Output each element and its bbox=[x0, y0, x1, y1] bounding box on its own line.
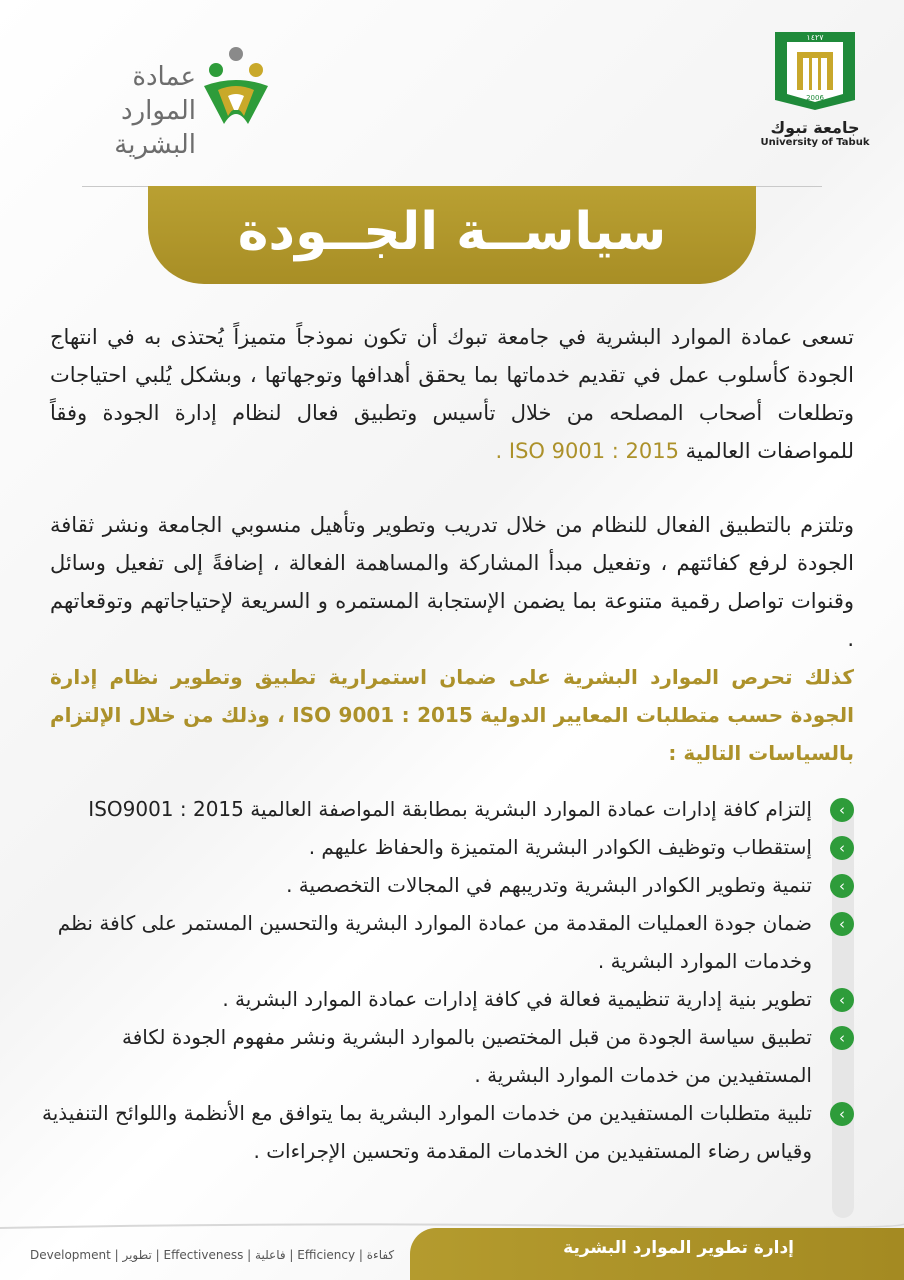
list-item-text: إلتزام كافة إدارات عمادة الموارد البشرية بمطابقة المواصفة العالمية ISO9001 : 2015 bbox=[88, 797, 812, 821]
university-name-en: University of Tabuk bbox=[760, 137, 870, 148]
iso-standard: ISO 9001 : 2015 . bbox=[495, 439, 679, 463]
list-item-text: تطوير بنية إدارية تنظيمية فعالة في كافة إدارات عمادة الموارد البشرية . bbox=[222, 987, 812, 1011]
university-emblem-icon bbox=[767, 28, 863, 112]
list-item bbox=[38, 904, 854, 980]
footer-values: Development | تطوير | Effectiveness | فاعلية | Efficiency | كفاءة bbox=[30, 1248, 395, 1262]
university-name-ar: جامعة تبوك bbox=[770, 118, 860, 137]
paragraph-3: كذلك تحرص الموارد البشرية على ضمان استمرارية تطبيق وتطوير نظام إدارة الجودة حسب متطلبات المعايير الدولية ISO 9001 : 2015 ، وذلك من خلال الإلتزام بالسياسات التالية : bbox=[50, 665, 855, 765]
hr-logo-line1: عمادة bbox=[132, 62, 196, 92]
list-item-text: ضمان جودة العمليات المقدمة من عمادة الموارد البشرية والتحسين المستمر على كافة نظم وخدمات الموارد البشرية . bbox=[57, 911, 812, 973]
footer-department: إدارة تطوير الموارد البشرية bbox=[563, 1238, 794, 1258]
policy-list bbox=[38, 790, 854, 1170]
list-item bbox=[38, 1094, 854, 1170]
hijri-year: ١٤٢٧ bbox=[806, 33, 824, 42]
people-logo-icon bbox=[196, 44, 276, 128]
founding-year: 2006 bbox=[806, 94, 824, 102]
paragraph-1 bbox=[50, 318, 854, 470]
chevron-bullet-icon: › bbox=[830, 874, 854, 898]
hr-logo-text bbox=[36, 60, 196, 162]
paragraph-1-text: تسعى عمادة الموارد البشرية في جامعة تبوك أن تكون نموذجاً متميزاً يُحتذى به في انتهاج الجودة كأسلوب عمل في تقديم خدماتها بما يحقق أهدافها وتوجهاتها ، وبشكل يُلبي احتياجات وتطلعات أصحاب المصلحه من خلال تأسيس وتطبيق فعال لنظام إدارة الجودة وفقاً للمواصفات العالمية bbox=[50, 325, 854, 463]
list-item bbox=[38, 790, 854, 828]
chevron-bullet-icon: › bbox=[830, 1026, 854, 1050]
page-title: سياســة الجــودة bbox=[237, 202, 667, 262]
list-item-text: تلبية متطلبات المستفيدين من خدمات الموارد البشرية بما يتوافق مع الأنظمة واللوائح التنفيذية وقياس رضاء المستفيدين من الخدمات المقدمة وتحسين الإجراءات . bbox=[42, 1101, 812, 1163]
chevron-bullet-icon: › bbox=[830, 1102, 854, 1126]
policy-content bbox=[50, 318, 854, 772]
chevron-bullet-icon: › bbox=[830, 798, 854, 822]
chevron-bullet-icon: › bbox=[830, 912, 854, 936]
list-item-text: تنمية وتطوير الكوادر البشرية وتدريبهم في المجالات التخصصية . bbox=[286, 873, 812, 897]
list-item bbox=[38, 980, 854, 1018]
list-item-text: إستقطاب وتوظيف الكوادر البشرية المتميزة والحفاظ عليهم . bbox=[308, 835, 812, 859]
hr-logo-line2: الموارد البشرية bbox=[114, 96, 196, 160]
chevron-bullet-icon: › bbox=[830, 988, 854, 1012]
university-of-tabuk-logo bbox=[760, 28, 870, 148]
list-item bbox=[38, 866, 854, 904]
paragraph-2: وتلتزم بالتطبيق الفعال للنظام من خلال تدريب وتطوير وتأهيل منسوبي الجامعة ونشر ثقافة الجودة لرفع كفائتهم ، وتفعيل مبدأ المشاركة والمساهمة الفعالة ، إضافةً إلى تفعيل وسائل وقنوات تواصل رقمية متنوعة بما يضمن الإستجابة المستمره و السريعة لإحتياجاتهم وتوقعاتهم . bbox=[50, 513, 854, 651]
list-item-text: تطبيق سياسة الجودة من قبل المختصين بالموارد البشرية ونشر مفهوم الجودة لكافة المستفيدين من خدمات الموارد البشرية . bbox=[121, 1025, 812, 1087]
chevron-bullet-icon: › bbox=[830, 836, 854, 860]
list-item bbox=[38, 828, 854, 866]
hr-deanship-logo bbox=[36, 44, 276, 160]
list-item bbox=[38, 1018, 854, 1094]
title-banner bbox=[148, 186, 756, 284]
